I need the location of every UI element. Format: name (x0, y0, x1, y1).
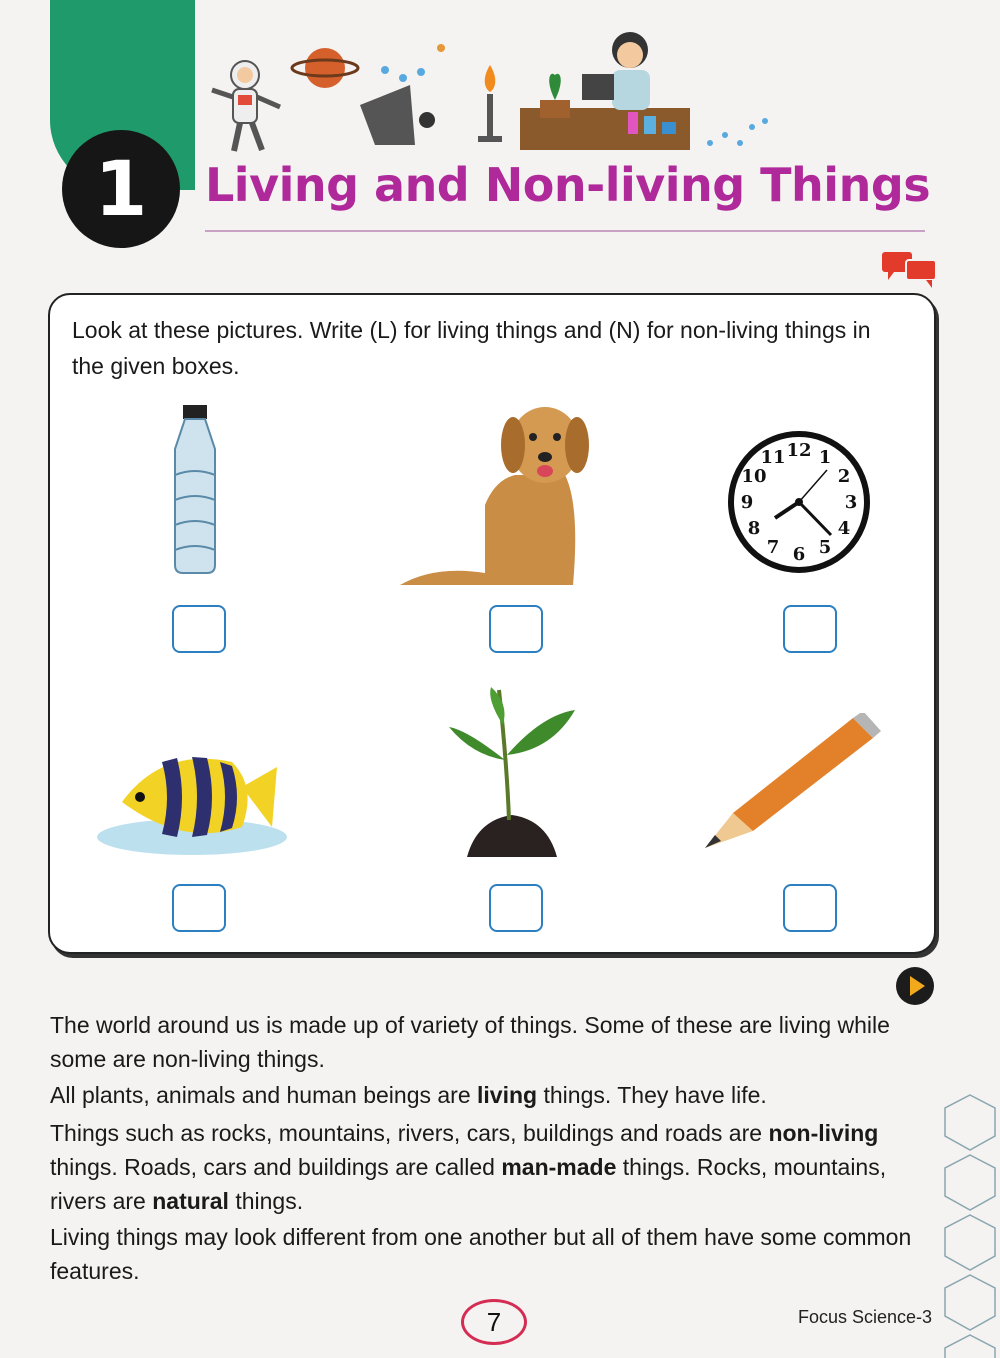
book-name: Focus Science-3 (798, 1307, 933, 1327)
bubbles-illustration (700, 115, 780, 155)
discussion-icon (880, 250, 940, 290)
answer-box-plant[interactable] (489, 884, 543, 932)
answer-box-fish[interactable] (172, 884, 226, 932)
clock-numeral: 1 (818, 446, 832, 468)
title-underline (205, 230, 925, 232)
clock-numeral: 10 (741, 466, 767, 487)
chapter-number: 1 (94, 144, 148, 233)
pencil-picture (703, 713, 883, 853)
answer-box-clock[interactable] (783, 605, 837, 653)
clock-picture (727, 430, 871, 574)
answer-box-dog[interactable] (489, 605, 543, 653)
clock-numeral: 5 (818, 537, 832, 559)
water-bottle-picture (163, 405, 228, 575)
play-icon[interactable] (895, 966, 935, 1006)
scientist-illustration (520, 30, 695, 150)
page-number: 7 (486, 1307, 502, 1337)
clock-numeral: 12 (786, 440, 812, 461)
body-paragraph-3: Things such as rocks, mountains, rivers, cars, buildings and roads are non-living things. Roads, cars and buildings are called man-made things. Rocks, mountains, rivers are natural things. (50, 1120, 887, 1214)
clock-numeral: 2 (837, 466, 851, 487)
clock-numeral: 3 (844, 492, 858, 513)
hexagon-decoration (940, 1090, 1000, 1358)
fish-picture (92, 742, 302, 860)
body-paragraph-4: Living things may look different from one another but all of them have some common features. (50, 1224, 912, 1284)
body-paragraph-2: All plants, animals and human beings are living things. They have life. (50, 1082, 767, 1108)
clock-numeral: 4 (837, 518, 851, 539)
clock-numeral: 11 (760, 446, 786, 468)
clock-numeral: 6 (792, 544, 806, 565)
body-paragraph-1: The world around us is made up of variety of things. Some of these are living while some are non-living things. (50, 1012, 890, 1072)
astronaut-illustration (200, 55, 300, 160)
answer-box-pencil[interactable] (783, 884, 837, 932)
planet-illustration (290, 40, 360, 95)
activity-instruction: Look at these pictures. Write (L) for living things and (N) for non-living things in the given boxes. (72, 317, 871, 379)
clock-numeral: 8 (747, 518, 761, 539)
dog-picture (395, 395, 595, 590)
clock-numeral: 7 (766, 537, 780, 559)
chapter-title: Living and Non-living Things (205, 158, 931, 212)
plant-seedling-picture (447, 685, 577, 860)
clock-numeral: 9 (740, 492, 754, 513)
lab-tools-illustration (355, 40, 465, 150)
bunsen-burner-illustration (470, 60, 510, 150)
answer-box-water-bottle[interactable] (172, 605, 226, 653)
